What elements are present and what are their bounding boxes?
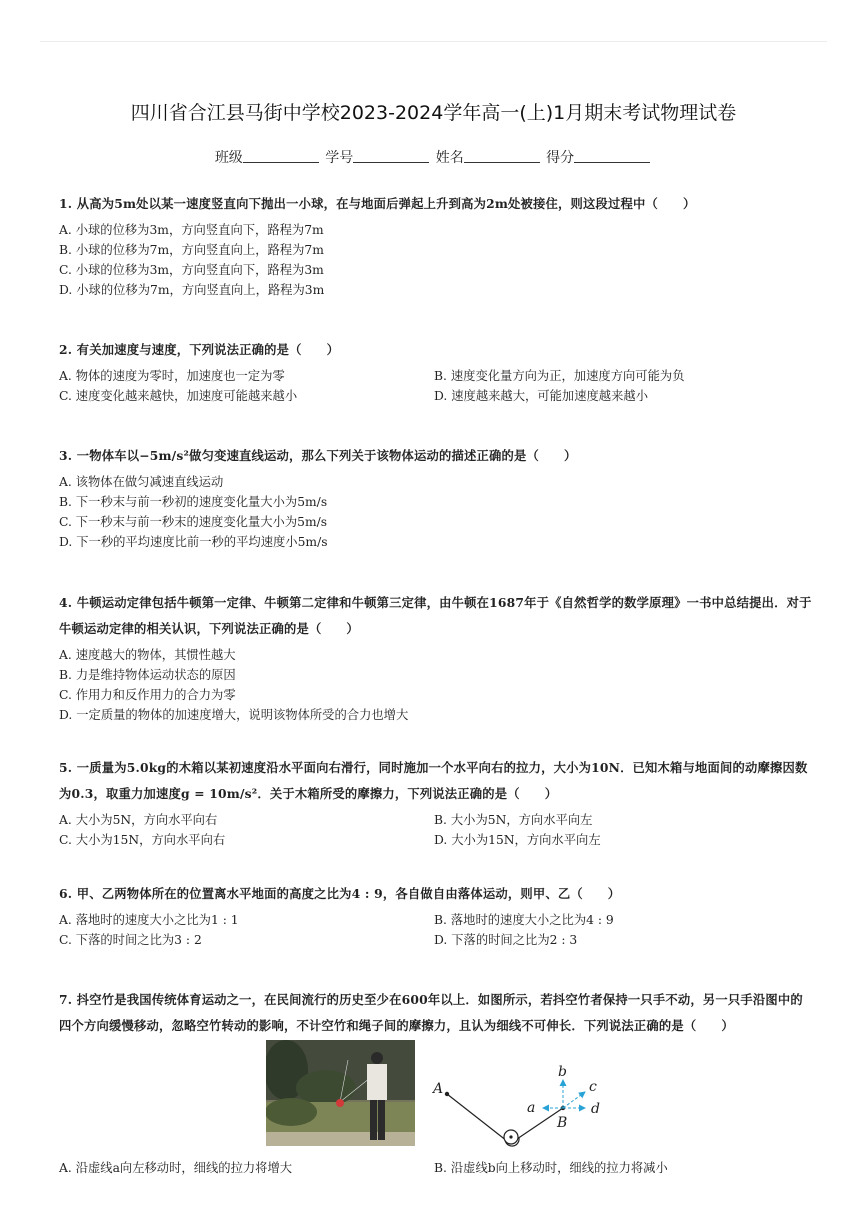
- option-b[interactable]: B. 大小为5N，方向水平向左: [434, 813, 593, 827]
- question-stem: 1. 从高为5m处以某一速度竖直向下抛出一小球，在与地面后弹起上升到高为2m处被接住，则这段过程中（ ）: [59, 196, 696, 211]
- option-d[interactable]: D. 下一秒的平均速度比前一秒的平均速度小5m/s: [59, 535, 328, 549]
- question-stem: 5. 一质量为5.0kg的木箱以某初速度沿水平面向右滑行，同时施加一个水平向右的拉力，大小为10N．已知木箱与地面间的动摩擦因数为0.3，取重力加速度g = 10m/s²．关于木箱所受的摩擦力，下列说法正确的是（ ）: [59, 760, 808, 801]
- option-d[interactable]: D. 大小为15N，方向水平向左: [434, 833, 601, 847]
- option-a[interactable]: A. 落地时的速度大小之比为1 : 1: [59, 913, 239, 927]
- info-class-blank[interactable]: [243, 149, 319, 163]
- question-stem: 4. 牛顿运动定律包括牛顿第一定律、牛顿第二定律和牛顿第三定律，由牛顿在1687年于《自然哲学的数学原理》一书中总结提出．对于牛顿运动定律的相关认识，下列说法正确的是（ ）: [59, 595, 812, 636]
- question-6: [59, 881, 814, 950]
- question-5: [59, 755, 814, 850]
- label-d: d: [591, 1101, 600, 1117]
- option-c[interactable]: C. 作用力和反作用力的合力为零: [59, 688, 236, 702]
- label-b: b: [558, 1064, 567, 1080]
- question-stem: 7. 抖空竹是我国传统体育运动之一，在民间流行的历史至少在600年以上．如图所示，若抖空竹者保持一只手不动，另一只手沿图中的四个方向缓慢移动，忽略空竹转动的影响，不计空竹和绳子间的摩擦力，且认为细线不可伸长．下列说法正确的是（ ）: [59, 992, 803, 1033]
- diabolo-photo-art: [266, 1040, 415, 1146]
- option-c[interactable]: C. 小球的位移为3m，方向竖直向下，路程为3m: [59, 263, 324, 277]
- option-d[interactable]: D. 下落的时间之比为2 : 3: [434, 933, 578, 947]
- option-a[interactable]: A. 大小为5N，方向水平向右: [59, 813, 218, 827]
- page-title: 四川省合江县马街中学校2023-2024学年高一(上)1月期末考试物理试卷: [130, 102, 737, 124]
- diabolo-diagram: [425, 1060, 625, 1150]
- arrow-c: [563, 1092, 585, 1108]
- option-c[interactable]: C. 下一秒末与前一秒末的速度变化量大小为5m/s: [59, 515, 328, 529]
- option-d[interactable]: D. 速度越来越大，可能加速度越来越小: [434, 389, 648, 403]
- option-a[interactable]: A. 沿虚线a向左移动时，细线的拉力将增大: [59, 1161, 293, 1175]
- option-a[interactable]: A. 小球的位移为3m，方向竖直向下，路程为7m: [59, 223, 324, 237]
- info-id-label: 学号: [325, 150, 354, 166]
- question-3: [59, 443, 814, 552]
- info-score-blank[interactable]: [574, 149, 650, 163]
- question-2: [59, 337, 814, 406]
- option-b[interactable]: B. 速度变化量方向为正，加速度方向可能为负: [434, 369, 685, 383]
- pulley-center: [509, 1135, 512, 1138]
- option-a[interactable]: A. 物体的速度为零时，加速度也一定为零: [59, 369, 285, 383]
- option-b[interactable]: B. 下一秒末与前一秒初的速度变化量大小为5m/s: [59, 495, 328, 509]
- student-info-row: [0, 147, 867, 167]
- info-id-blank[interactable]: [353, 149, 429, 163]
- header-divider: [40, 41, 827, 42]
- question-7: [59, 987, 814, 1039]
- question-stem: 3. 一物体车以−5m/s²做匀变速直线运动，那么下列关于该物体运动的描述正确的是（ ）: [59, 448, 577, 463]
- option-b[interactable]: B. 力是维持物体运动状态的原因: [59, 668, 236, 682]
- diabolo-photo: [266, 1040, 415, 1146]
- question-4: [59, 590, 814, 725]
- question-7-options: [59, 1158, 814, 1178]
- option-b[interactable]: B. 小球的位移为7m，方向竖直向上，路程为7m: [59, 243, 324, 257]
- info-class-label: 班级: [214, 150, 243, 166]
- option-b[interactable]: B. 落地时的速度大小之比为4 : 9: [434, 913, 614, 927]
- option-c[interactable]: C. 速度变化越来越快，加速度可能越来越小: [59, 389, 298, 403]
- option-b[interactable]: B. 沿虚线b向上移动时，细线的拉力将减小: [434, 1161, 668, 1175]
- label-B: B: [557, 1115, 568, 1131]
- option-d[interactable]: D. 小球的位移为7m，方向竖直向上，路程为3m: [59, 283, 325, 297]
- info-name-label: 姓名: [435, 150, 464, 166]
- option-d[interactable]: D. 一定质量的物体的加速度增大，说明该物体所受的合力也增大: [59, 708, 409, 722]
- question-stem: 6. 甲、乙两物体所在的位置离水平地面的高度之比为4 : 9，各自做自由落体运动，则甲、乙（ ）: [59, 886, 621, 901]
- info-score-label: 得分: [546, 150, 575, 166]
- point-a: [445, 1092, 449, 1096]
- option-c[interactable]: C. 大小为15N，方向水平向右: [59, 833, 226, 847]
- label-A: A: [433, 1081, 444, 1097]
- option-a[interactable]: A. 该物体在做匀减速直线运动: [59, 475, 224, 489]
- label-a: a: [527, 1100, 536, 1116]
- info-name-blank[interactable]: [464, 149, 540, 163]
- label-c: c: [589, 1079, 597, 1095]
- option-a[interactable]: A. 速度越大的物体，其惯性越大: [59, 648, 236, 662]
- string-left: [447, 1094, 507, 1141]
- option-c[interactable]: C. 下落的时间之比为3 : 2: [59, 933, 202, 947]
- question-stem: 2. 有关加速度与速度，下列说法正确的是（ ）: [59, 342, 340, 357]
- question-1: [59, 191, 814, 300]
